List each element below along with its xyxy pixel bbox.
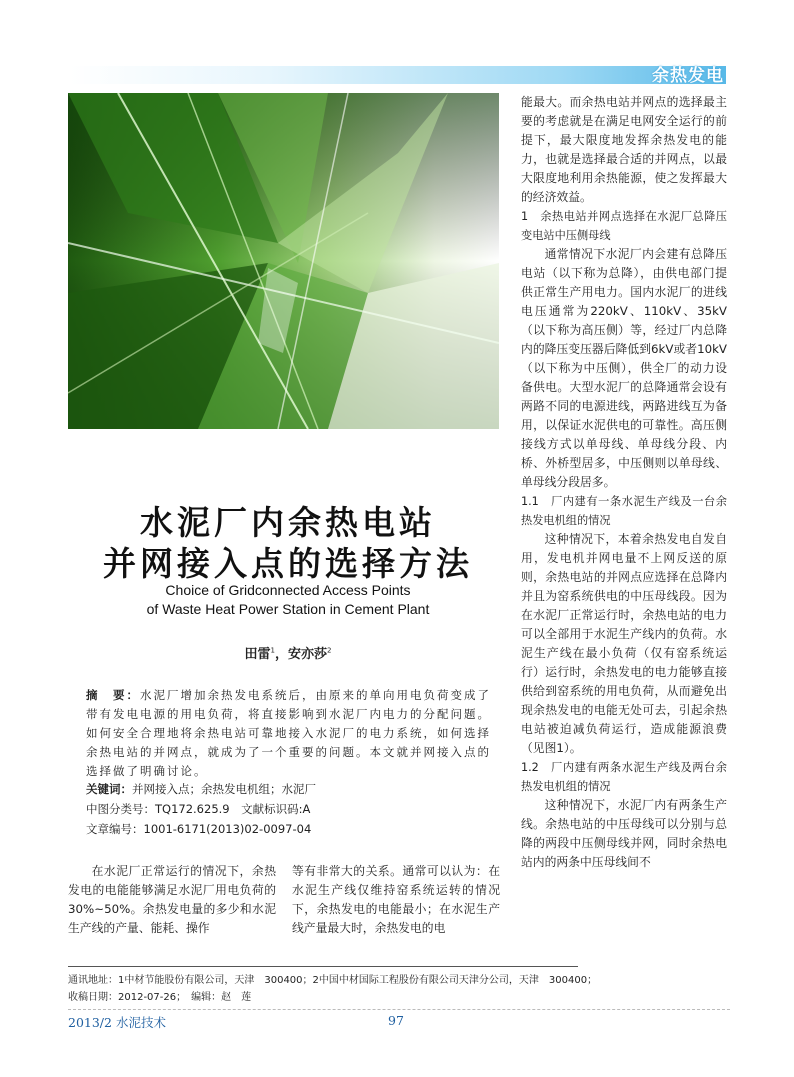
author-1: 田雷: [244, 647, 271, 662]
author-2-affil: 2: [327, 646, 332, 655]
section-heading-1: 1 余热电站并网点选择在水泥厂总降压变电站中压侧母线: [521, 210, 727, 242]
body-right-col: [521, 93, 727, 872]
keywords-text: 并网接入点；余热发电机组；水泥厂: [132, 782, 316, 796]
journal-name: 2013/2 水泥技术: [68, 1015, 166, 1030]
title-en-line2: of Waste Heat Power Station in Cement Plant: [146, 601, 430, 617]
section-heading-1-2: 1.2 厂内建有两条水泥生产线及两台余热发电机组的情况: [521, 761, 727, 793]
keywords: [86, 780, 500, 799]
page-number: 97: [388, 1013, 404, 1028]
body-left-col1: [68, 862, 276, 938]
body-left-col2: [292, 862, 500, 938]
hero-image: [68, 93, 499, 429]
abstract-text: 水泥厂增加余热发电系统后，由原来的单向用电负荷变成了带有发电电源的用电负荷，将直接影响到水泥厂内电力的分配问题。如何安全合理地将余热电站可靠地接入水泥厂的电力系统，如何选择余热电站的并网点，就成为了一个重要的问题。本文就并网接入点的选择做了明确讨论。: [86, 688, 491, 778]
classification-code: 中图分类号：TQ172.625.9 文献标识码:A: [86, 802, 311, 816]
title-en-line1: Choice of Gridconnected Access Points: [165, 582, 411, 598]
keywords-label: 关键词：: [86, 782, 132, 796]
author-sep: ，安亦莎: [275, 647, 328, 662]
body-paragraph: 通常情况下水泥厂内会建有总降压电站（以下称为总降），由供电部门提供正常生产用电力。国内水泥厂的进线电压通常为220kV、110kV、35kV（以下称为高压侧）等，经过厂内总降内的降压变压器后降低到6kV或者10kV（以下称为中压侧），供全厂的动力设备供电。大型水泥厂的总降通常会设有两路不同的电源进线，两路进线互为备用，以保证水泥供电的可靠性。高压侧接线方式以单母线、单母线分段、内桥、外桥型居多，中压侧则以单母线、单母线分段居多。: [521, 247, 727, 489]
body-paragraph: 在水泥厂正常运行的情况下，余热发电的电能能够满足水泥厂用电负荷的30%~50%。余热发电量的多少和水泥生产线的产量、能耗、操作: [68, 864, 276, 935]
abstract-label: 摘 要：: [86, 688, 140, 702]
author-line: [78, 643, 498, 662]
body-paragraph: 能最大。而余热电站并网点的选择最主要的考虑就是在满足电网安全运行的前提下，最大限度地发挥余热发电的能力，也就是选择最合适的并网点，以最大限度地利用余热能源，使之发挥最大的经济效益。: [521, 95, 727, 204]
footnote-rule: [68, 966, 578, 967]
footnote-address: 通讯地址：1中材节能股份有限公司，天津 300400；2中国中材国际工程股份有限公司天津分公司，天津 300400；: [68, 975, 598, 986]
article-number: 文章编号：1001-6171(2013)02-0097-04: [86, 822, 312, 836]
footnote-received: 收稿日期：2012-07-26； 编辑：赵 莲: [68, 992, 252, 1003]
abstract: [86, 686, 500, 781]
section-tag: 余热发电: [652, 66, 724, 86]
abstract-green-crystal-icon: [68, 93, 499, 429]
footer-line: [68, 1009, 730, 1010]
section-heading-1-1: 1.1 厂内建有一条水泥生产线及一台余热发电机组的情况: [521, 495, 727, 527]
title-zh-line1: 水泥厂内余热电站: [140, 503, 436, 542]
author-1-affil: 1: [270, 646, 275, 655]
body-paragraph: 这种情况下，水泥厂内有两条生产线。余热电站的中压母线可以分别与总降的两段中压侧母线并网，同时余热电站内的两条中压母线间不: [521, 798, 727, 869]
body-paragraph: 等有非常大的关系。通常可以认为：在水泥生产线仅维持窑系统运转的情况下，余热发电的电能最小；在水泥生产线产量最大时，余热发电的电: [292, 864, 500, 935]
title-zh-line2: 并网接入点的选择方法: [103, 544, 473, 583]
body-paragraph: 这种情况下，本着余热发电自发自用，发电机并网电量不上网反送的原则，余热电站的并网点应选择在总降内并且为窑系统供电的中压母线段。因为在水泥厂正常运行时，余热电站的电力可以全部用于水泥生产线内的负荷。水泥生产线在最小负荷（仅有窑系统运行）运行时，余热发电的电力能够直接供给到窑系统的用电负荷，从而避免出现余热发电的电能无处可去，引起余热电站被迫减负荷运行，造成能源浪费（见图1）。: [521, 532, 727, 755]
header-band: [70, 66, 726, 84]
